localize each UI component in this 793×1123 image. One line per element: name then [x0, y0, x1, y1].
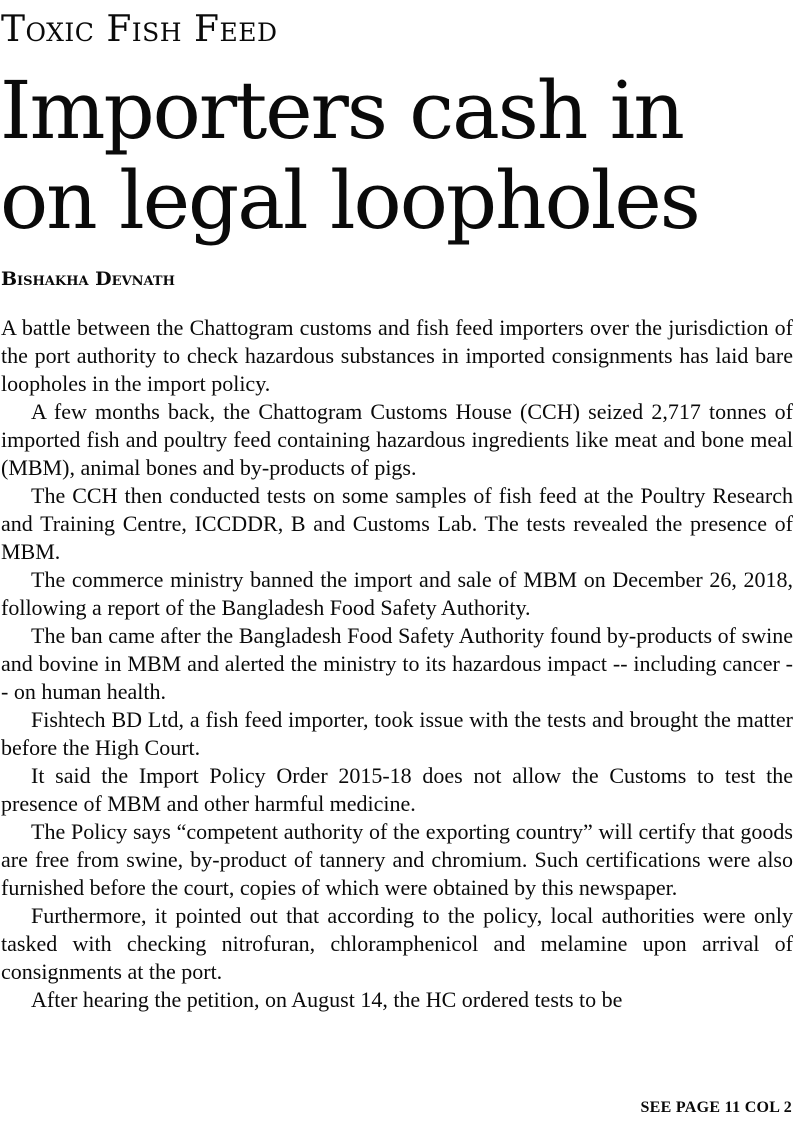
article-kicker: Toxic Fish Feed [1, 9, 278, 50]
headline-line-2: on legal loopholes [0, 154, 699, 247]
article-paragraph: The Policy says “competent authority of the exporting country” will certify that goods are free from swine, by-product of tannery and chromium. Such certifications were also furnished before the court, copies of which were obtained by this newspaper. [1, 819, 793, 900]
article-paragraph: It said the Import Policy Order 2015-18 does not allow the Customs to test the presence of MBM and other harmful medicine. [1, 763, 793, 816]
article-byline: Bishakha Devnath [1, 268, 175, 290]
article-headline [0, 66, 699, 246]
article-paragraph: A battle between the Chattogram customs and fish feed importers over the jurisdiction of the port authority to check hazardous substances in imported consignments has laid bare loopholes in the import policy. [1, 315, 793, 396]
article-paragraph: A few months back, the Chattogram Customs House (CCH) seized 2,717 tonnes of imported fish and poultry feed containing hazardous ingredients like meat and bone meal (MBM), animal bones and by-products of pigs. [1, 399, 793, 480]
article-paragraph: Fishtech BD Ltd, a fish feed importer, took issue with the tests and brought the matter before the High Court. [1, 707, 793, 760]
article-body [1, 314, 793, 1014]
headline-line-1: Importers cash in [0, 64, 683, 157]
jump-line: SEE PAGE 11 COL 2 [640, 1099, 792, 1116]
article-paragraph: The commerce ministry banned the import and sale of MBM on December 26, 2018, following a report of the Bangladesh Food Safety Authority. [1, 567, 793, 620]
article-paragraph: The CCH then conducted tests on some samples of fish feed at the Poultry Research and Training Centre, ICCDDR, B and Customs Lab. The tests revealed the presence of MBM. [1, 483, 793, 564]
article-paragraph: Furthermore, it pointed out that according to the policy, local authorities were only tasked with checking nitrofuran, chloramphenicol and melamine upon arrival of consignments at the port. [1, 903, 793, 984]
article-paragraph: The ban came after the Bangladesh Food Safety Authority found by-products of swine and bovine in MBM and alerted the ministry to its hazardous impact -- including cancer -- on human health. [1, 623, 793, 704]
article-paragraph: After hearing the petition, on August 14, the HC ordered tests to be [31, 987, 623, 1012]
